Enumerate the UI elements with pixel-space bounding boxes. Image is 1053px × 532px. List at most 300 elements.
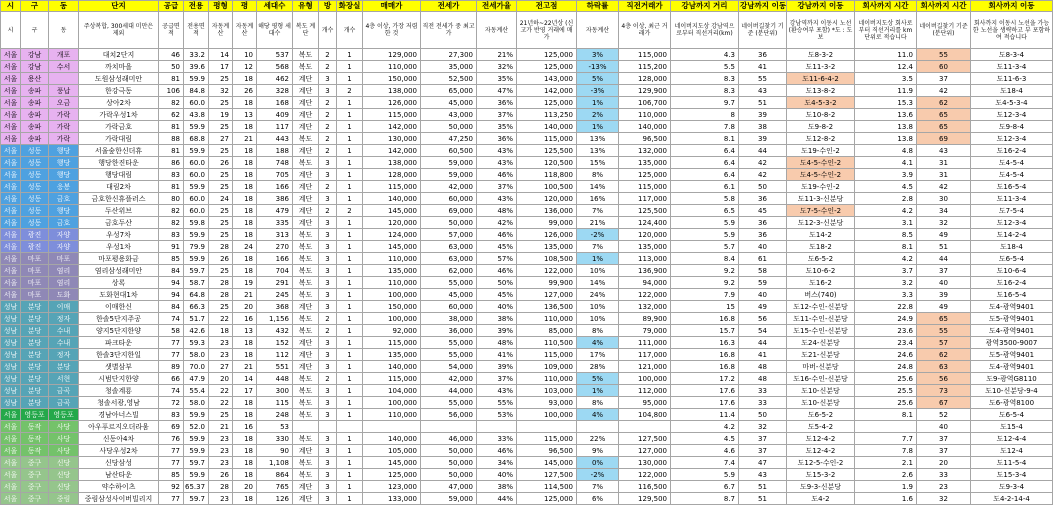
prev-price-cell[interactable]: 95,000 [619,397,671,409]
rooms-cell[interactable]: 3 [319,349,337,361]
prev-price-cell[interactable]: 125,000 [619,169,671,181]
table-row[interactable] [1,61,1053,73]
si-cell[interactable]: 서울 [1,445,21,457]
ratio-cell[interactable]: 46% [477,445,517,457]
gangnam-dist-cell[interactable]: 4.6 [671,445,739,457]
ratio-cell[interactable]: 53% [477,409,517,421]
gangnam-dist-cell[interactable]: 9.7 [671,97,739,109]
sale-price-cell[interactable]: 133,000 [363,493,421,505]
table-row[interactable] [1,313,1053,325]
company-route-cell[interactable]: 도18-4 [971,241,1053,253]
ratio-cell[interactable]: 50% [477,277,517,289]
gangnam-route-cell[interactable]: 도11-수인-신분당 [787,313,855,325]
jeonse-price-cell[interactable]: 62,000 [421,265,477,277]
gu-cell[interactable]: 송파 [21,133,49,145]
gangnam-route-cell[interactable]: 도12-5-수인-2 [787,457,855,469]
sale-price-cell[interactable]: 140,000 [363,193,421,205]
gu-cell[interactable]: 중구 [21,457,49,469]
company-dist-cell[interactable]: 11.0 [855,49,917,61]
sale-price-cell[interactable]: 150,000 [363,73,421,85]
company-dist-cell[interactable]: 11.9 [855,85,917,97]
gangnam-time-cell[interactable]: 51 [739,481,787,493]
baths-cell[interactable]: 1 [337,349,363,361]
jeonse-price-cell[interactable]: 45,000 [421,97,477,109]
pyeong-cell[interactable]: 18 [233,409,257,421]
supply-cell[interactable]: 83 [159,409,184,421]
drop-rate-cell[interactable]: 24% [577,289,619,301]
gangnam-dist-cell[interactable]: 6.5 [671,205,739,217]
dong-cell[interactable]: 행당 [49,157,79,169]
company-dist-cell[interactable]: 4.2 [855,205,917,217]
pyeong-cell[interactable]: 21 [233,133,257,145]
col-drop[interactable]: 하락률 [577,1,619,12]
gangnam-time-cell[interactable]: 36 [739,49,787,61]
gangnam-route-cell[interactable]: 도4-5-3-2 [787,97,855,109]
table-row[interactable] [1,265,1053,277]
pyeong-cell[interactable]: 18 [233,73,257,85]
prev-price-cell[interactable]: 110,000 [619,109,671,121]
company-time-cell[interactable]: 57 [917,337,971,349]
rooms-cell[interactable]: 3 [319,193,337,205]
table-row[interactable] [1,361,1053,373]
prev-price-cell[interactable]: 128,000 [619,73,671,85]
table-row[interactable] [1,325,1053,337]
pyeongtype-cell[interactable]: 22 [209,397,233,409]
complex-name[interactable]: 행당한진타운 [79,157,159,169]
drop-rate-cell[interactable]: 7% [577,205,619,217]
pyeong-cell[interactable]: 13 [233,325,257,337]
drop-rate-cell[interactable]: 6% [577,493,619,505]
sale-price-cell[interactable]: 115,000 [363,181,421,193]
gu-cell[interactable]: 마포 [21,277,49,289]
sale-price-cell[interactable]: 140,000 [363,361,421,373]
pyeong-cell[interactable]: 18 [233,349,257,361]
ratio-cell[interactable]: 46% [477,169,517,181]
jeonse-price-cell[interactable]: 46,000 [421,433,477,445]
sale-price-cell[interactable]: 138,000 [363,85,421,97]
dong-cell[interactable]: 금곡 [49,397,79,409]
sale-price-cell[interactable]: 115,000 [363,373,421,385]
exclusive-cell[interactable]: 59.9 [184,73,209,85]
pyeongtype-cell[interactable]: 26 [209,469,233,481]
baths-cell[interactable]: 1 [337,373,363,385]
gangnam-time-cell[interactable]: 56 [739,313,787,325]
prev-price-cell[interactable]: 89,900 [619,313,671,325]
gangnam-dist-cell[interactable]: 5.9 [671,217,739,229]
type-cell[interactable] [293,421,319,433]
gu-cell[interactable]: 동작 [21,421,49,433]
gangnam-dist-cell[interactable]: 11.4 [671,409,739,421]
households-cell[interactable]: 126 [257,493,293,505]
gangnam-route-cell[interactable]: 도10-6-2 [787,265,855,277]
gangnam-time-cell[interactable]: 33 [739,385,787,397]
dong-cell[interactable]: 가락 [49,121,79,133]
ratio-cell[interactable]: 35% [477,121,517,133]
prev-price-cell[interactable]: 135,000 [619,157,671,169]
households-cell[interactable]: 188 [257,145,293,157]
peak-price-cell[interactable]: 125,000 [517,49,577,61]
dong-cell[interactable]: 사당 [49,433,79,445]
ratio-cell[interactable]: 37% [477,109,517,121]
type-cell[interactable]: 복도 [293,289,319,301]
exclusive-cell[interactable]: 47.9 [184,373,209,385]
drop-rate-cell[interactable]: 21% [577,217,619,229]
company-route-cell[interactable]: 도6-광역8100 [971,397,1053,409]
col-households[interactable]: 세대수 [257,1,293,12]
si-cell[interactable]: 서울 [1,85,21,97]
gangnam-time-cell[interactable]: 44 [739,337,787,349]
company-time-cell[interactable]: 37 [917,265,971,277]
baths-cell[interactable]: 1 [337,313,363,325]
type-cell[interactable]: 계단 [293,193,319,205]
sale-price-cell[interactable]: 150,000 [363,301,421,313]
ratio-cell[interactable]: 43% [477,157,517,169]
complex-name[interactable]: 도원삼성래미안 [79,73,159,85]
sale-price-cell[interactable]: 126,000 [363,97,421,109]
baths-cell[interactable]: 1 [337,253,363,265]
rooms-cell[interactable]: 2 [319,325,337,337]
households-cell[interactable]: 443 [257,133,293,145]
pyeongtype-cell[interactable]: 28 [209,277,233,289]
exclusive-cell[interactable]: 59.9 [184,409,209,421]
type-cell[interactable]: 계단 [293,169,319,181]
type-cell[interactable]: 복도 [293,433,319,445]
jeonse-price-cell[interactable]: 42,000 [421,373,477,385]
exclusive-cell[interactable]: 51.7 [184,313,209,325]
pyeongtype-cell[interactable]: 28 [209,481,233,493]
table-row[interactable] [1,457,1053,469]
gangnam-time-cell[interactable]: 43 [739,85,787,97]
sale-price-cell[interactable]: 110,000 [363,277,421,289]
company-route-cell[interactable]: 도14-2-4 [971,229,1053,241]
company-dist-cell[interactable]: 4.8 [855,145,917,157]
col-type[interactable]: 유형 [293,1,319,12]
col-dong[interactable]: 동 [49,1,79,12]
households-cell[interactable]: 53 [257,421,293,433]
table-row[interactable] [1,181,1053,193]
peak-price-cell[interactable]: 140,000 [517,121,577,133]
type-cell[interactable]: 복도 [293,49,319,61]
baths-cell[interactable]: 1 [337,133,363,145]
pyeongtype-cell[interactable]: 28 [209,289,233,301]
pyeongtype-cell[interactable]: 28 [209,241,233,253]
complex-name[interactable]: 상록 [79,277,159,289]
pyeong-cell[interactable]: 18 [233,157,257,169]
type-cell[interactable]: 계단 [293,217,319,229]
table-row[interactable] [1,349,1053,361]
supply-cell[interactable]: 82 [159,217,184,229]
sale-price-cell[interactable]: 105,000 [363,445,421,457]
company-route-cell[interactable]: 도4-5-3-4 [971,97,1053,109]
company-route-cell[interactable]: 도16-2-4 [971,145,1053,157]
jeonse-price-cell[interactable]: 55,000 [421,349,477,361]
company-time-cell[interactable]: 40 [917,421,971,433]
households-cell[interactable]: 300 [257,385,293,397]
pyeongtype-cell[interactable]: 26 [209,253,233,265]
rooms-cell[interactable]: 2 [319,181,337,193]
complex-name[interactable]: 약수하이츠 [79,481,159,493]
supply-cell[interactable]: 82 [159,97,184,109]
jeonse-price-cell[interactable]: 56,000 [421,409,477,421]
company-route-cell[interactable]: 도15-4 [971,421,1053,433]
si-cell[interactable]: 서울 [1,97,21,109]
supply-cell[interactable]: 83 [159,229,184,241]
company-route-cell[interactable]: 도16-5-4 [971,181,1053,193]
pyeong-cell[interactable]: 18 [233,457,257,469]
company-dist-cell[interactable]: 2.8 [855,193,917,205]
ratio-cell[interactable]: 37% [477,181,517,193]
drop-rate-cell[interactable]: 7% [577,241,619,253]
complex-name[interactable]: 한솔5단지주공 [79,313,159,325]
baths-cell[interactable]: 1 [337,241,363,253]
peak-price-cell[interactable]: 110,000 [517,313,577,325]
company-route-cell[interactable]: 광역3500-9007 [971,337,1053,349]
company-dist-cell[interactable]: 25.6 [855,373,917,385]
si-cell[interactable]: 서울 [1,409,21,421]
gangnam-route-cell[interactable]: 도4-2 [787,493,855,505]
company-time-cell[interactable]: 30 [917,193,971,205]
type-cell[interactable]: 복도 [293,133,319,145]
col-gangnam-dist[interactable]: 강남까지 거리 [671,1,739,12]
gu-cell[interactable]: 중구 [21,469,49,481]
table-row[interactable] [1,49,1053,61]
gangnam-time-cell[interactable]: 51 [739,97,787,109]
gangnam-route-cell[interactable]: 도10-신분당 [787,397,855,409]
households-cell[interactable]: 1,156 [257,313,293,325]
supply-cell[interactable]: 91 [159,241,184,253]
prev-price-cell[interactable]: 79,000 [619,325,671,337]
table-row[interactable] [1,469,1053,481]
table-row[interactable] [1,481,1053,493]
rooms-cell[interactable]: 3 [319,241,337,253]
gangnam-time-cell[interactable]: 32 [739,421,787,433]
si-cell[interactable]: 서울 [1,157,21,169]
households-cell[interactable]: 166 [257,253,293,265]
drop-rate-cell[interactable] [577,421,619,433]
type-cell[interactable]: 계단 [293,145,319,157]
gangnam-time-cell[interactable]: 39 [739,133,787,145]
sale-price-cell[interactable]: 125,000 [363,469,421,481]
jeonse-price-cell[interactable]: 27,300 [421,49,477,61]
baths-cell[interactable]: 1 [337,445,363,457]
company-time-cell[interactable]: 44 [917,253,971,265]
type-cell[interactable]: 계단 [293,181,319,193]
pyeong-cell[interactable]: 18 [233,217,257,229]
gangnam-route-cell[interactable]: 도8-3-2 [787,49,855,61]
dong-cell[interactable]: 오금 [49,97,79,109]
sale-price-cell[interactable]: 135,000 [363,349,421,361]
gangnam-time-cell[interactable]: 51 [739,493,787,505]
company-route-cell[interactable]: 도11-3-4 [971,61,1053,73]
company-time-cell[interactable]: 55 [917,49,971,61]
households-cell[interactable]: 386 [257,193,293,205]
gangnam-time-cell[interactable]: 36 [739,193,787,205]
si-cell[interactable]: 서울 [1,73,21,85]
gangnam-dist-cell[interactable]: 6.4 [671,169,739,181]
baths-cell[interactable]: 1 [337,301,363,313]
pyeong-cell[interactable]: 16 [233,313,257,325]
gangnam-route-cell[interactable]: 도15-3-2 [787,469,855,481]
complex-name[interactable]: 금호두산 [79,217,159,229]
table-row[interactable] [1,421,1053,433]
dong-cell[interactable]: 풍납 [49,85,79,97]
complex-name[interactable]: 마포평용화금 [79,253,159,265]
gu-cell[interactable]: 성동 [21,217,49,229]
pyeongtype-cell[interactable]: 14 [209,49,233,61]
prev-price-cell[interactable]: 130,000 [619,457,671,469]
drop-rate-cell[interactable]: 14% [577,181,619,193]
gangnam-dist-cell[interactable]: 8.4 [671,253,739,265]
type-cell[interactable]: 계단 [293,301,319,313]
households-cell[interactable]: 537 [257,49,293,61]
ratio-cell[interactable]: 46% [477,229,517,241]
company-dist-cell[interactable]: 8.1 [855,241,917,253]
col-pyeongtype[interactable]: 평형 [209,1,233,12]
gangnam-dist-cell[interactable]: 5.7 [671,241,739,253]
company-time-cell[interactable]: 60 [917,61,971,73]
prev-price-cell[interactable]: 132,000 [619,301,671,313]
dong-cell[interactable]: 마포 [49,253,79,265]
gu-cell[interactable]: 강남 [21,49,49,61]
rooms-cell[interactable]: 3 [319,469,337,481]
households-cell[interactable]: 270 [257,241,293,253]
complex-name[interactable]: 가락우성1차 [79,109,159,121]
supply-cell[interactable]: 80 [159,193,184,205]
pyeong-cell[interactable]: 18 [233,121,257,133]
si-cell[interactable]: 서울 [1,193,21,205]
ratio-cell[interactable]: 43% [477,385,517,397]
company-dist-cell[interactable]: 4.5 [855,181,917,193]
gangnam-dist-cell[interactable]: 8 [671,109,739,121]
drop-rate-cell[interactable]: 4% [577,409,619,421]
exclusive-cell[interactable]: 59.7 [184,457,209,469]
pyeong-cell[interactable]: 18 [233,445,257,457]
gu-cell[interactable]: 분당 [21,325,49,337]
households-cell[interactable]: 705 [257,169,293,181]
gangnam-time-cell[interactable]: 41 [739,349,787,361]
company-route-cell[interactable]: 도11-5-4 [971,457,1053,469]
type-cell[interactable]: 복도 [293,457,319,469]
company-route-cell[interactable]: 도9-광역G8110 [971,373,1053,385]
baths-cell[interactable]: 1 [337,145,363,157]
pyeongtype-cell[interactable]: 25 [209,145,233,157]
complex-name[interactable]: 사당우성2차 [79,445,159,457]
gu-cell[interactable]: 동작 [21,433,49,445]
drop-rate-cell[interactable]: 4% [577,337,619,349]
gangnam-route-cell[interactable]: 도15-수인-신분당 [787,325,855,337]
si-cell[interactable]: 서울 [1,265,21,277]
company-time-cell[interactable]: 31 [917,157,971,169]
jeonse-price-cell[interactable]: 57,000 [421,229,477,241]
company-route-cell[interactable]: 도11-6-3 [971,73,1053,85]
sale-price-cell[interactable]: 135,000 [363,265,421,277]
pyeongtype-cell[interactable]: 24 [209,193,233,205]
table-row[interactable] [1,85,1053,97]
si-cell[interactable]: 성남 [1,337,21,349]
gangnam-dist-cell[interactable]: 9.2 [671,265,739,277]
gangnam-dist-cell[interactable]: 8.7 [671,493,739,505]
households-cell[interactable]: 168 [257,97,293,109]
baths-cell[interactable]: 1 [337,109,363,121]
gangnam-dist-cell[interactable]: 8.3 [671,73,739,85]
company-route-cell[interactable]: 도4-2-14-4 [971,493,1053,505]
jeonse-price-cell[interactable]: 52,500 [421,73,477,85]
company-time-cell[interactable]: 62 [917,349,971,361]
complex-name[interactable]: 한솔3단지한일 [79,349,159,361]
table-row[interactable] [1,121,1053,133]
jeonse-price-cell[interactable]: 44,000 [421,385,477,397]
pyeong-cell[interactable]: 18 [233,433,257,445]
rooms-cell[interactable]: 2 [319,373,337,385]
complex-name[interactable]: 신동아4차 [79,433,159,445]
supply-cell[interactable]: 89 [159,361,184,373]
gangnam-route-cell[interactable]: 마버-신분당 [787,361,855,373]
gangnam-route-cell[interactable]: 도9-3-신분당 [787,481,855,493]
table-row[interactable] [1,397,1053,409]
peak-price-cell[interactable]: 122,000 [517,265,577,277]
drop-rate-cell[interactable]: 8% [577,169,619,181]
dong-cell[interactable]: 영등포 [49,409,79,421]
pyeongtype-cell[interactable]: 25 [209,121,233,133]
company-dist-cell[interactable]: 4.1 [855,157,917,169]
gangnam-dist-cell[interactable]: 17.2 [671,373,739,385]
supply-cell[interactable]: 86 [159,157,184,169]
pyeongtype-cell[interactable]: 17 [209,61,233,73]
drop-rate-cell[interactable]: 7% [577,481,619,493]
pyeongtype-cell[interactable]: 25 [209,409,233,421]
gangnam-route-cell[interactable]: 도12-4-2 [787,433,855,445]
peak-price-cell[interactable]: 120,500 [517,157,577,169]
peak-price-cell[interactable] [517,421,577,433]
supply-cell[interactable]: 62 [159,109,184,121]
company-dist-cell[interactable]: 3.1 [855,217,917,229]
ratio-cell[interactable]: 45% [477,289,517,301]
dong-cell[interactable]: 행당 [49,169,79,181]
jeonse-price-cell[interactable]: 35,000 [421,61,477,73]
type-cell[interactable]: 복도 [293,265,319,277]
dong-cell[interactable]: 염리 [49,265,79,277]
supply-cell[interactable]: 88 [159,133,184,145]
jeonse-price-cell[interactable]: 50,000 [421,469,477,481]
pyeong-cell[interactable]: 18 [233,397,257,409]
gu-cell[interactable]: 분당 [21,373,49,385]
pyeongtype-cell[interactable]: 23 [209,457,233,469]
jeonse-price-cell[interactable]: 36,000 [421,325,477,337]
gangnam-time-cell[interactable]: 54 [739,325,787,337]
col-peak[interactable]: 전고점 [517,1,577,12]
si-cell[interactable]: 서울 [1,289,21,301]
company-route-cell[interactable]: 도12-4-4 [971,433,1053,445]
supply-cell[interactable]: 81 [159,73,184,85]
gangnam-time-cell[interactable]: 42 [739,169,787,181]
dong-cell[interactable]: 금호 [49,193,79,205]
gangnam-time-cell[interactable]: 36 [739,217,787,229]
pyeongtype-cell[interactable]: 25 [209,97,233,109]
peak-price-cell[interactable]: 142,000 [517,85,577,97]
gangnam-route-cell[interactable]: 도16-수인-신분당 [787,373,855,385]
gu-cell[interactable]: 강남 [21,61,49,73]
gangnam-route-cell[interactable]: 도11-6-4-2 [787,73,855,85]
exclusive-cell[interactable]: 58.7 [184,277,209,289]
households-cell[interactable]: 1,108 [257,457,293,469]
pyeongtype-cell[interactable]: 20 [209,373,233,385]
supply-cell[interactable]: 74 [159,385,184,397]
prev-price-cell[interactable]: 122,000 [619,469,671,481]
gangnam-dist-cell[interactable]: 8.1 [671,133,739,145]
gu-cell[interactable]: 분당 [21,313,49,325]
drop-rate-cell[interactable]: 1% [577,121,619,133]
gangnam-route-cell[interactable]: 도11-3-2 [787,61,855,73]
